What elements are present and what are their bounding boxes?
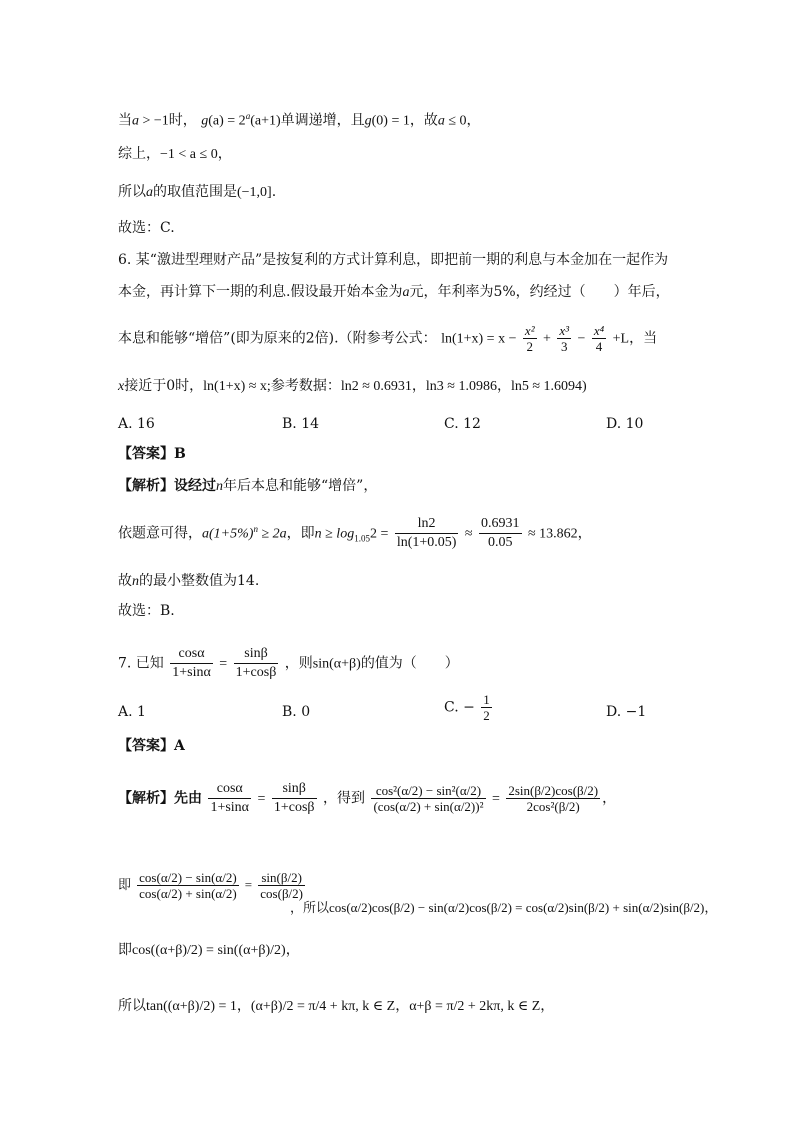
math: (−1,0] <box>237 185 272 200</box>
denominator: cos(α/2) + sin(α/2) <box>139 886 237 901</box>
q6-option-c: C. 12 <box>444 416 481 432</box>
math: cos(α/2)cos(β/2) − sin(α/2)cos(β/2) = cos(α/2)sin(β/2) + sin(α/2)sin(β/2) <box>329 900 705 915</box>
text: . <box>271 184 277 200</box>
fraction <box>395 515 459 552</box>
math: cos((α+β)/2) = sin((α+β)/2) <box>132 943 286 958</box>
fraction <box>272 780 317 817</box>
denominator: ln(1+0.05) <box>396 535 457 550</box>
text: 依题意可得， <box>118 525 202 542</box>
text: 元，年利率为5%，约经过（ ）年后， <box>409 284 670 300</box>
q6-option-b: B. 14 <box>282 416 320 432</box>
math-var: x <box>118 379 125 394</box>
fraction <box>506 783 600 814</box>
math: = <box>257 791 266 807</box>
text: ，故 <box>409 112 438 129</box>
fraction <box>481 692 492 723</box>
denominator: 2cos²(β/2) <box>526 799 580 814</box>
numerator: 1 <box>483 692 490 707</box>
denominator: cos(β/2) <box>260 886 303 901</box>
denominator: 1+cosβ <box>273 800 315 815</box>
solution-line-3 <box>118 182 754 203</box>
fraction <box>557 323 571 354</box>
q7-answer: 【答案】A <box>118 738 185 754</box>
q7-option-b: B. 0 <box>282 704 311 720</box>
q6-line-2 <box>118 282 754 303</box>
denominator: 1+sinα <box>210 800 250 815</box>
q6-solution-3 <box>118 571 754 592</box>
text: 时， <box>168 112 197 129</box>
math: + <box>543 331 551 347</box>
math-var: a <box>132 113 139 129</box>
text: ，得到 <box>322 790 365 807</box>
math: ≤ 0 <box>444 113 467 129</box>
fraction <box>371 783 485 814</box>
solution-line-1 <box>118 106 754 132</box>
text: ，即 <box>286 525 315 542</box>
q6-solution-1 <box>118 476 754 497</box>
choice-line <box>118 218 754 238</box>
math: > −1 <box>139 113 169 129</box>
math: = <box>244 877 253 892</box>
numerator: x² <box>524 323 535 338</box>
math: ln(1+x) ≈ x; <box>203 379 271 394</box>
numerator: cosα <box>170 645 213 664</box>
numerator: cos(α/2) − sin(α/2) <box>139 870 237 885</box>
q7-option-a: A. 1 <box>118 704 146 720</box>
math: (a) = 2 <box>208 113 246 129</box>
math-var: g <box>364 113 372 129</box>
q7-solution-4 <box>118 996 754 1017</box>
math-var: a <box>437 113 445 129</box>
q7-option-c <box>444 692 494 723</box>
math-var: a <box>402 285 410 300</box>
math: = <box>491 791 500 807</box>
denominator: 1+cosβ <box>235 665 277 680</box>
text: 参考数据： <box>270 378 341 394</box>
math: − <box>577 331 586 347</box>
text: 的最小整数值为14. <box>139 573 260 589</box>
numerator: cosα <box>208 780 251 799</box>
q7-option-d: D. −1 <box>606 704 647 720</box>
numerator: sin(β/2) <box>258 870 305 886</box>
q7-solution-3: 即cos((α+β)/2) = sin((α+β)/2)， <box>118 942 300 958</box>
denominator: 2 <box>483 708 490 723</box>
math: tan((α+β)/2) = 1，(α+β)/2 = π/4 + kπ, k ∈ Z，α+β = π/2 + 2kπ, k ∈ Z， <box>146 999 555 1014</box>
text: 【解析】设经过 <box>118 478 216 494</box>
denominator: 2 <box>526 339 533 354</box>
numerator: x³ <box>559 323 570 338</box>
numerator: sinβ <box>272 780 317 799</box>
q7-line-1 <box>118 645 754 682</box>
math: n ≥ log <box>314 526 355 542</box>
text: ，则 <box>284 655 313 672</box>
numerator: x⁴ <box>593 323 605 338</box>
q6-solution-4: 故选：B. <box>118 603 175 619</box>
math-sup: a <box>245 111 251 121</box>
denominator: 1+sinα <box>172 665 211 680</box>
math: ln(1+x) = x − <box>441 331 517 347</box>
math: ln2 ≈ 0.6931，ln3 ≈ 1.0986，ln5 ≈ 1.6094) <box>340 379 587 394</box>
denominator: 0.05 <box>488 535 513 550</box>
q6-line-3 <box>118 323 754 354</box>
text: C. − <box>444 699 475 716</box>
math: 2 = <box>369 526 389 542</box>
math-var: n <box>216 479 223 494</box>
q6-option-a: A. 16 <box>118 416 155 432</box>
numerator: cos²(α/2) − sin²(α/2) <box>371 783 485 799</box>
text: ，所以 <box>290 901 330 916</box>
text: 本金，再计算下一期的利息.假设最开始本金为 <box>118 284 403 300</box>
numerator: ln2 <box>395 515 459 534</box>
denominator: (cos(α/2) + sin(α/2))² <box>373 799 484 814</box>
text: 的取值范围是 <box>153 184 237 200</box>
text: 本息和能够“增倍”(即为原来的2倍).（附参考公式： <box>118 330 437 347</box>
text: 故 <box>118 573 132 589</box>
fraction <box>592 323 606 354</box>
denominator: 3 <box>560 339 568 354</box>
text: 所以 <box>118 184 146 200</box>
text: ，当 <box>629 330 658 347</box>
math-var: a <box>146 185 153 200</box>
math-sub: 1.05 <box>354 533 370 544</box>
q7-solution-2 <box>118 870 754 901</box>
text: 当 <box>118 112 132 129</box>
math: (0) = 1 <box>371 113 410 129</box>
q6-line-4 <box>118 376 754 397</box>
math: ≈ <box>464 526 473 542</box>
text: 6. 某“激进型理财产品”是按复利的方式计算利息，即把前一期的利息与本金加在一起作为 <box>118 252 669 268</box>
q6-answer: 【答案】B <box>118 446 186 462</box>
denominator: 4 <box>595 339 603 354</box>
math: a(1+5%) <box>202 526 254 542</box>
fraction <box>170 645 213 682</box>
numerator: 2sin(β/2)cos(β/2) <box>508 783 599 798</box>
fraction <box>523 323 537 354</box>
fraction <box>234 645 279 682</box>
text: 所以 <box>118 998 146 1014</box>
text: 年后本息和能够“增倍”， <box>223 478 378 494</box>
text: 的值为（ ） <box>360 655 459 672</box>
math-sup: n <box>253 523 258 534</box>
text: 7. 已知 <box>118 655 164 672</box>
math: −1 < a ≤ 0 <box>160 147 218 162</box>
text: ， <box>466 112 481 129</box>
math: = <box>219 656 228 672</box>
math: ≥ 2a <box>257 526 287 542</box>
text: 故选：C. <box>118 220 175 236</box>
text: 单调递增，且 <box>280 112 365 129</box>
fraction <box>258 870 305 901</box>
text: 即 <box>118 942 132 958</box>
text: ， <box>577 525 592 542</box>
math: ≈ 13.862 <box>527 526 578 542</box>
q6-solution-2 <box>118 515 754 552</box>
math: sin(α+β) <box>312 656 361 672</box>
text: ， <box>217 146 232 162</box>
text: 接近于0时， <box>124 378 204 394</box>
q7-solution-2b: ，所以cos(α/2)cos(β/2) − sin(α/2)cos(β/2) = cos(α/2)sin(β/2) + sin(α/2)sin(β/2)， <box>290 900 718 916</box>
q7-solution-1: 【解析】先由 $\frac{\cos\alpha}{1+\sin\alpha}$ = $\frac{\sin\beta}{1+\cos\beta}$ ，得到 $\frac{\text{cos²(α/2) − sin²(α/2)}}{\text{(cos(α/2) + sin(α/2))²}}$ = $\frac{2\sin(\beta/2)\cos(\beta/2)}{\text{2cos²(β/2)}}$ ， <box>118 781 617 815</box>
q6-line-1 <box>118 250 754 270</box>
math: (a+1) <box>250 113 281 129</box>
text: 【解析】先由 <box>118 790 202 807</box>
q6-option-d: D. 10 <box>606 416 644 432</box>
math: +L <box>612 331 630 347</box>
math-var: g <box>201 113 209 129</box>
fraction <box>479 515 522 552</box>
fraction <box>208 780 251 817</box>
text: 综上， <box>118 146 160 162</box>
numerator: sinβ <box>234 645 279 664</box>
numerator: 0.6931 <box>479 515 522 534</box>
solution-line-2 <box>118 144 754 165</box>
math-var: n <box>132 574 139 589</box>
text: 即 <box>118 878 132 893</box>
fraction <box>137 870 239 901</box>
